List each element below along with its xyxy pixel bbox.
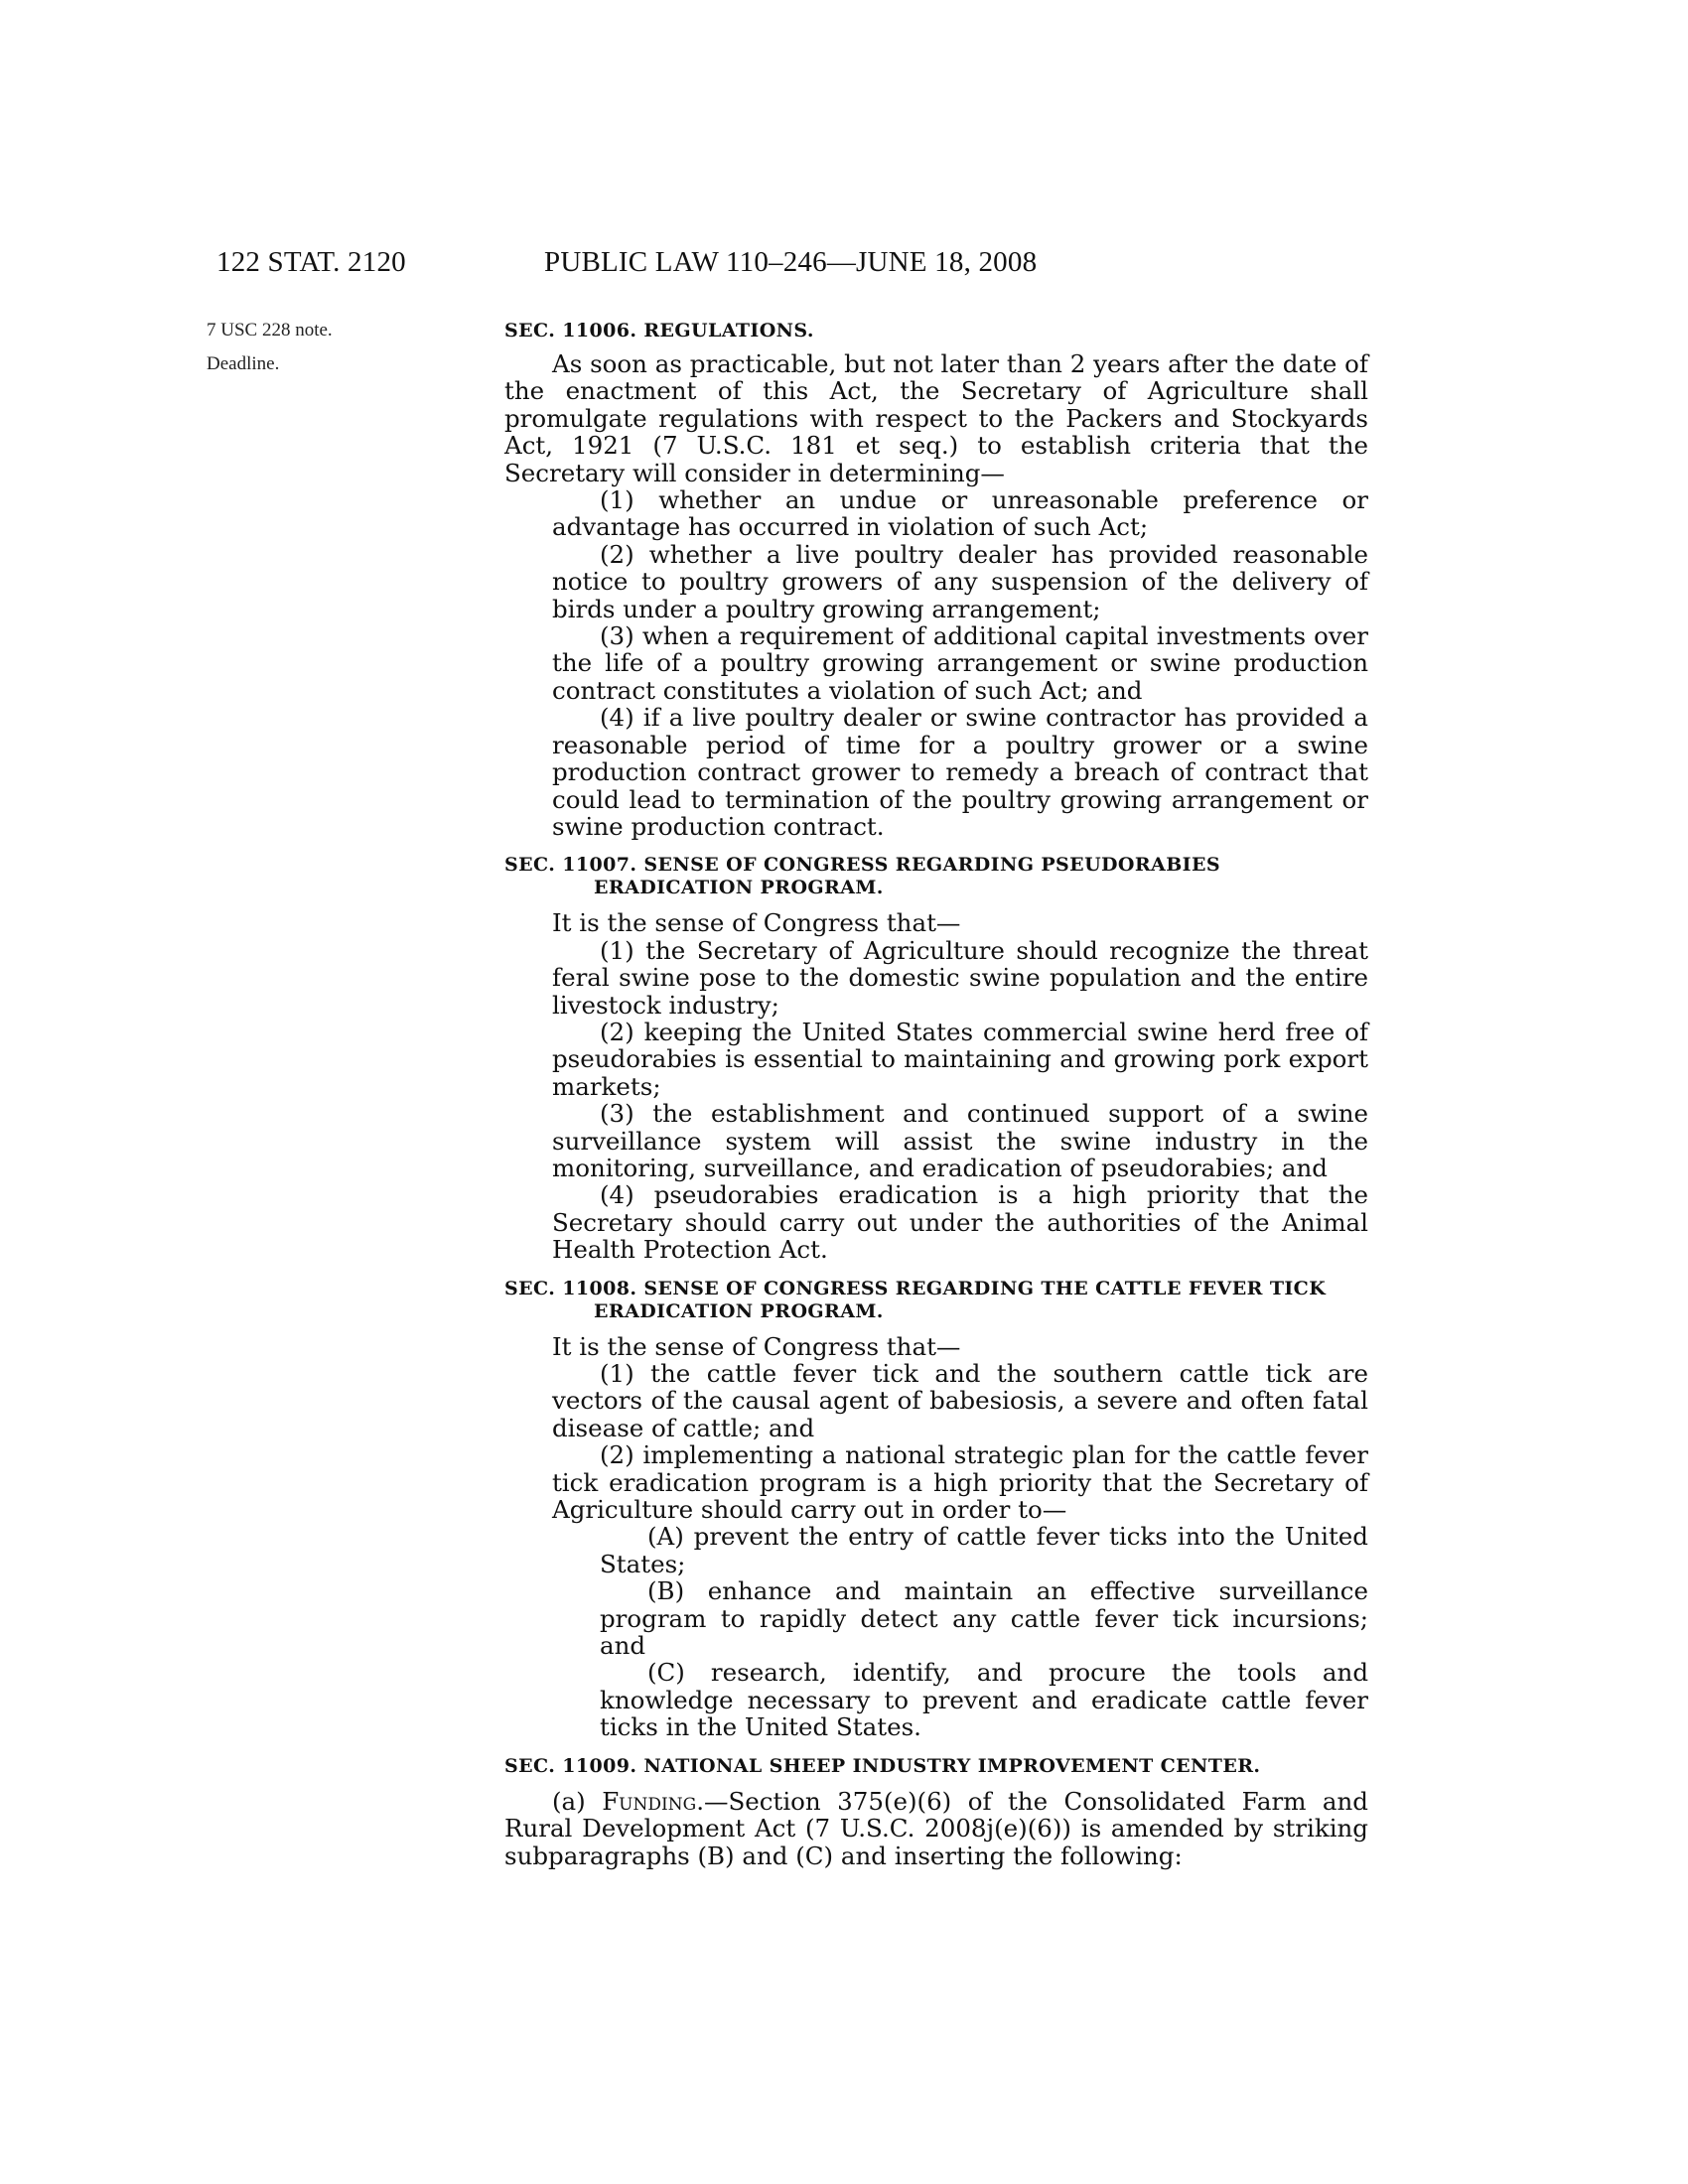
section-11006-item-4: (4) if a live poultry dealer or swine contractor has provided a reasonable period of time for a poultry grower or a swine production contract grower to remedy a breach of contract that could lead to termination of the poultry growing arrangement or swine production contract. <box>552 703 1368 841</box>
section-11007-item-3: (3) the establishment and continued support of a swine surveillance system will assist the swine industry in the monitoring, surveillance, and eradication of pseudorabies; and <box>552 1099 1368 1182</box>
subsection-a-caption: Funding <box>602 1786 697 1816</box>
section-11007-item-4: (4) pseudorabies eradication is a high priority that the Secretary should carry out under the authorities of the Animal Health Protection Act. <box>552 1180 1368 1265</box>
section-11007-item-1: (1) the Secretary of Agriculture should recognize the threat feral swine pose to the domestic swine population and the entire livestock industry; <box>552 935 1368 1020</box>
subsection-a-label: (a) <box>552 1786 603 1816</box>
section-11006-intro: As soon as practicable, but not later than 2 years after the date of the enactment of this Act, the Secretary of Agriculture shall promulgate regulations with respect to the Packers and Stockyards Act, 1921 (7 U.S.C. 181 et seq.) to establish criteria that the Secretary will consider in determining— <box>504 349 1368 487</box>
section-11008-subitem-b: (B) enhance and maintain an effective surveillance program to rapidly detect any cattle fever tick incursions; and <box>600 1576 1368 1661</box>
section-11008-item-2: (2) implementing a national strategic plan for the cattle fever tick eradication program is a high priority that the Secretary of Agriculture should carry out in order to— <box>552 1440 1368 1525</box>
margin-note-deadline: Deadline. <box>207 353 280 374</box>
section-11006-item-3: (3) when a requirement of additional capital investments over the life of a poultry growing arrangement or swine production contract constitutes a violation of such Act; and <box>552 621 1368 705</box>
statute-body <box>504 320 1368 1869</box>
statute-page-number: 122 STAT. 2120 <box>216 246 406 278</box>
section-11007-intro: It is the sense of Congress that— <box>552 908 961 938</box>
page-header <box>0 246 1688 286</box>
section-11008-item-1: (1) the cattle fever tick and the southern cattle tick are vectors of the causal agent of babesiosis, a severe and often fatal disease of cattle; and <box>552 1359 1368 1442</box>
section-11007-item-2: (2) keeping the United States commercial swine herd free of pseudorabies is essential to maintaining and growing pork export markets; <box>552 1017 1368 1101</box>
section-11006-item-2: (2) whether a live poultry dealer has provided reasonable notice to poultry growers of any suspension of the delivery of birds under a poultry growing arrangement; <box>552 539 1368 623</box>
section-11008-subitem-c: (C) research, identify, and procure the tools and knowledge necessary to prevent and eradicate cattle fever ticks in the United States. <box>600 1658 1368 1742</box>
section-11008-intro: It is the sense of Congress that— <box>552 1331 961 1361</box>
section-heading-11009: SEC. 11009. NATIONAL SHEEP INDUSTRY IMPROVEMENT CENTER. <box>504 1754 1261 1777</box>
section-11009-subsection-a <box>504 1788 1368 1869</box>
margin-note-usc: 7 USC 228 note. <box>207 320 333 341</box>
section-heading-11008: SEC. 11008. SENSE OF CONGRESS REGARDING THE CATTLE FEVER TICK ERADICATION PROGRAM. <box>504 1277 1327 1322</box>
public-law-title: PUBLIC LAW 110–246—JUNE 18, 2008 <box>544 246 1038 278</box>
section-11006-item-1: (1) whether an undue or unreasonable preference or advantage has occurred in violation of such Act; <box>552 485 1368 542</box>
section-heading-11007: SEC. 11007. SENSE OF CONGRESS REGARDING PSEUDORABIES ERADICATION PROGRAM. <box>504 854 1220 899</box>
section-11008-subitem-a: (A) prevent the entry of cattle fever ticks into the United States; <box>600 1522 1368 1578</box>
section-heading-11006: SEC. 11006. REGULATIONS. <box>504 320 814 341</box>
subsection-a-text: .—Section 375(e)(6) of the Consolidated Farm and Rural Development Act (7 U.S.C. 2008j(e)(6)) is amended by striking subparagraphs (B) and (C) and inserting the following: <box>504 1786 1368 1870</box>
